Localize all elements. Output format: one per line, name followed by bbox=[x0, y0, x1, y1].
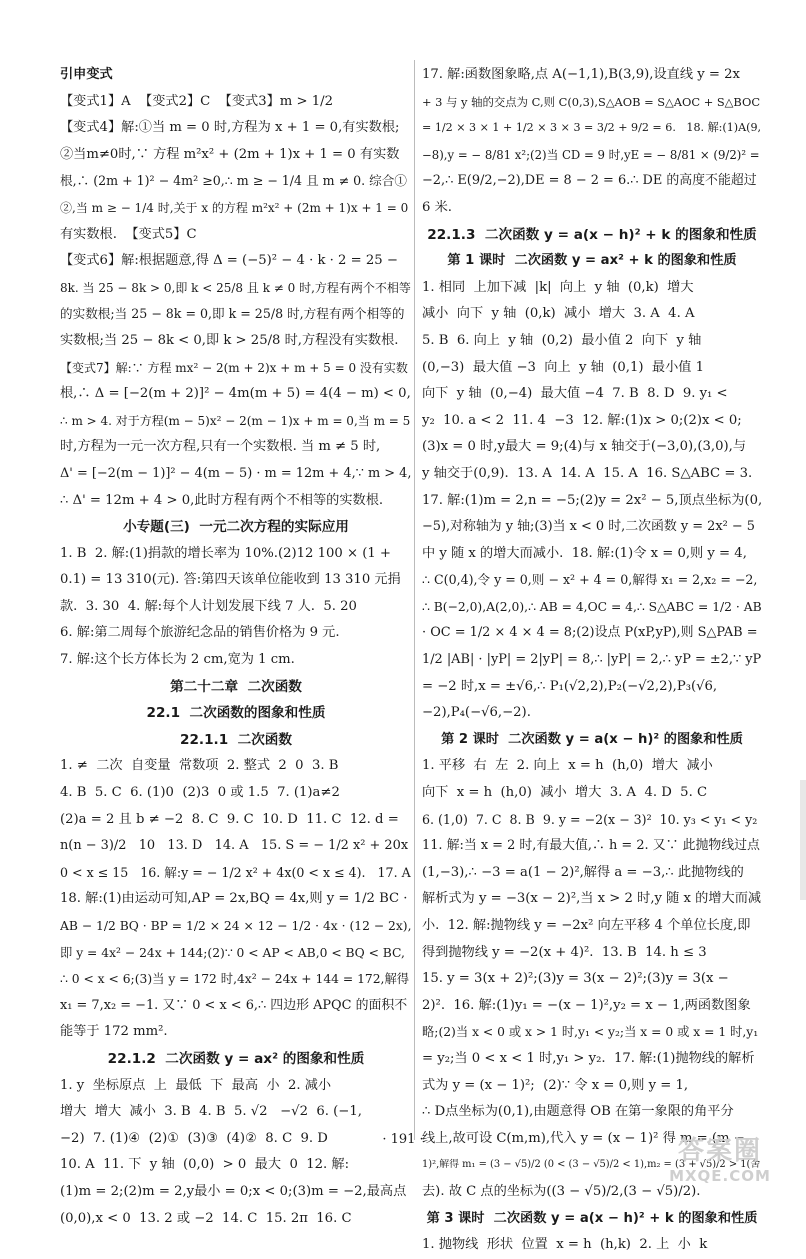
text-line: 7. 解:这个长方体长为 2 cm,宽为 1 cm. bbox=[60, 652, 295, 668]
text-line: 增大 增大 减小 3. B 4. B 5. √2 −√2 6. (−1, bbox=[60, 1104, 362, 1120]
text-line: (3)x = 0 时,y最大 = 9;(4)与 x 轴交于(−3,0),(3,0),与 bbox=[422, 439, 747, 455]
text-line: 根,∴ (2m + 1)² − 4m² ≥0,∴ m ≥ − 1/4 且 m ≠ 0. 综合① bbox=[60, 173, 407, 189]
text-line: 线上,故可设 C(m,m),代入 y = (x − 1)² 得 m = (m − bbox=[422, 1130, 745, 1146]
text-line: 10. A 11. 下 y 轴 (0,0) > 0 最大 0 12. 解: bbox=[60, 1157, 350, 1173]
text-line: Δ' = [−2(m − 1)]² − 4(m − 5) · m = 12m + 4,∵ m > 4, bbox=[60, 465, 412, 481]
text-line: = 1/2 × 3 × 1 + 1/2 × 3 × 3 = 3/2 + 9/2 = 6. 18. 解:(1)A(9, bbox=[422, 121, 762, 135]
text-line: ∴ D点坐标为(0,1),由题意得 OB 在第一象限的角平分 bbox=[422, 1104, 734, 1120]
text-line: AB − 1/2 BQ · BP = 1/2 × 24 × 12 − 1/2 · 4x · (12 − 2x), bbox=[60, 919, 412, 933]
text-line: (0,−3) 最大值 −3 向上 y 轴 (0,1) 最小值 1 bbox=[422, 359, 705, 375]
text-line: n(n − 3)/2 10 13. D 14. A 15. S = − 1/2 x² + 20x bbox=[60, 838, 409, 854]
text-line: ∴ Δ' = 12m + 4 > 0,此时方程有两个不相等的实数根. bbox=[60, 492, 384, 508]
text-line: ②当m≠0时,∵ 方程 m²x² + (2m + 1)x + 1 = 0 有实数 bbox=[60, 146, 400, 162]
text-line: 小. 12. 解:抛物线 y = −2x² 向左平移 4 个单位长度,即 bbox=[422, 918, 751, 933]
text-line: 即 y = 4x² − 24x + 144;(2)∵ 0 < AP < AB,0 < BQ < BC, bbox=[60, 945, 405, 960]
text-line: y₂ 10. a < 2 11. 4 −3 12. 解:(1)x > 0;(2)x < 0; bbox=[422, 412, 742, 428]
text-line: (2)a = 2 且 b ≠ −2 8. C 9. C 10. D 11. C 12. d = bbox=[60, 811, 399, 827]
text-line: 【变式1】A 【变式2】C 【变式3】m > 1/2 bbox=[60, 93, 333, 109]
section-heading: 小专题(三) 一元二次方程的实际应用 bbox=[123, 519, 349, 536]
text-line: 向下 x = h (h,0) 减小 增大 3. A 4. D 5. C bbox=[422, 785, 708, 801]
text-line: ∴ C(0,4),令 y = 0,则 − x² + 4 = 0,解得 x₁ = 2,x₂ = −2, bbox=[422, 572, 758, 588]
text-line: −8),y = − 8/81 x²;(2)当 CD = 9 时,yE = − 8/81 × (9/2)² = bbox=[422, 147, 760, 162]
text-line: ∴ B(−2,0),A(2,0),∴ AB = 4,OC = 4,∴ S△ABC = 1/2 · AB bbox=[422, 599, 762, 614]
text-line: 4. B 5. C 6. (1)0 (2)3 0 或 1.5 7. (1)a≠2 bbox=[60, 785, 340, 801]
text-line: 时,方程为一元一次方程,只有一个实数根. 当 m ≠ 5 时, bbox=[60, 439, 381, 455]
text-line: −2,∴ E(9/2,−2),DE = 8 − 2 = 6.∴ DE 的高度不能超过 bbox=[422, 173, 757, 189]
right-column bbox=[422, 62, 762, 1259]
text-line: 8k. 当 25 − 8k > 0,即 k < 25/8 且 k ≠ 0 时,方程有两个不相等 bbox=[60, 280, 411, 295]
text-line: 17. 解:函数图象略,点 A(−1,1),B(3,9),设直线 y = 2x bbox=[422, 67, 740, 82]
text-line: 0 < x ≤ 15 16. 解:y = − 1/2 x² + 4x(0 < x ≤ 4). 17. A bbox=[60, 864, 411, 880]
watermark-bottom-text: MXQE.COM bbox=[669, 1167, 771, 1185]
text-line: 得到抛物线 y = −2(x + 4)². 13. B 14. h ≤ 3 bbox=[422, 944, 707, 960]
text-line: 去). 故 C 点的坐标为((3 − √5)/2,(3 − √5)/2). bbox=[422, 1183, 701, 1199]
text-line: 15. y = 3(x + 2)²;(3)y = 3(x − 2)²;(3)y = 3(x − bbox=[422, 971, 729, 987]
text-line: 1. ≠ 二次 自变量 常数项 2. 整式 2 0 3. B bbox=[60, 758, 339, 774]
text-line: 1. 抛物线 形状 位置 x = h (h,k) 2. 上 小 k bbox=[422, 1237, 708, 1253]
subsection-heading: 第 3 课时 二次函数 y = a(x − h)² + k 的图象和性质 bbox=[426, 1210, 758, 1226]
text-line: 1. 平移 右 左 2. 向上 x = h (h,0) 增大 减小 bbox=[422, 758, 713, 774]
text-line: = −2 时,x = ±√6,∴ P₁(√2,2),P₂(−√2,2),P₃(√6, bbox=[422, 678, 718, 694]
text-line: 6. 解:第二周每个旅游纪念品的销售价格为 9 元. bbox=[60, 625, 340, 641]
text-line: 的实数根;当 25 − 8k = 0,即 k = 25/8 时,方程有两个相等的 bbox=[60, 306, 405, 322]
text-line: · OC = 1/2 × 4 × 4 = 8;(2)设点 P(xP,yP),则 S△PAB = bbox=[422, 625, 758, 641]
text-line: ②,当 m ≥ − 1/4 时,关于 x 的方程 m²x² + (2m + 1)x + 1 = 0 bbox=[60, 200, 409, 215]
text-line: 解析式为 y = −3(x − 2)²,当 x > 2 时,y 随 x 的增大而减 bbox=[422, 891, 762, 907]
text-line: 【变式6】解:根据题意,得 Δ = (−5)² − 4 · k · 2 = 25 − bbox=[60, 253, 398, 269]
text-line: 6 米. bbox=[422, 199, 452, 215]
block-heading: 引申变式 bbox=[60, 67, 113, 82]
section-heading: 22.1.3 二次函数 y = a(x − h)² + k 的图象和性质 bbox=[427, 226, 757, 243]
text-line: 1. B 2. 解:(1)捐款的增长率为 10%.(2)12 100 × (1 + bbox=[60, 545, 391, 561]
text-line: y 轴交于(0,9). 13. A 14. A 15. A 16. S△ABC = 3. bbox=[422, 465, 753, 481]
text-line: 向下 y 轴 (0,−4) 最大值 −4 7. B 8. D 9. y₁ < bbox=[422, 386, 728, 402]
watermark-logo bbox=[652, 1136, 788, 1194]
text-line: −2) 7. (1)④ (2)① (3)③ (4)② 8. C 9. D bbox=[60, 1130, 328, 1146]
subsection-heading: 第 1 课时 二次函数 y = ax² + k 的图象和性质 bbox=[447, 253, 737, 269]
text-line: 【变式7】解:∵ 方程 mx² − 2(m + 2)x + m + 5 = 0 没有实数 bbox=[60, 360, 408, 375]
text-line: 17. 解:(1)m = 2,n = −5;(2)y = 2x² − 5,顶点坐标为(0, bbox=[422, 492, 762, 508]
left-column bbox=[60, 62, 412, 1232]
column-divider bbox=[414, 60, 415, 1140]
text-line: 有实数根. 【变式5】C bbox=[60, 226, 197, 242]
text-line: 2)². 16. 解:(1)y₁ = −(x − 1)²,y₂ = x − 1,两函数图象 bbox=[422, 997, 751, 1013]
text-line: 减小 向下 y 轴 (0,k) 减小 增大 3. A 4. A bbox=[422, 306, 695, 322]
text-line: (1)m = 2;(2)m = 2,y最小 = 0;x < 0;(3)m = −2,最高点 bbox=[60, 1183, 407, 1199]
page-number: · 191 · bbox=[382, 1132, 424, 1147]
text-line: = y₂;当 0 < x < 1 时,y₁ > y₂. 17. 解:(1)抛物线的解析 bbox=[422, 1050, 755, 1066]
section-heading: 22.1.1 二次函数 bbox=[179, 731, 292, 748]
text-line: (1,−3),∴ −3 = a(1 − 2)²,解得 a = −3,∴ 此抛物线的 bbox=[422, 864, 744, 880]
text-line: 中 y 随 x 的增大而减小. 18. 解:(1)令 x = 0,则 y = 4, bbox=[422, 545, 747, 561]
section-heading: 22.1 二次函数的图象和性质 bbox=[146, 705, 326, 722]
text-line: 能等于 172 mm². bbox=[60, 1024, 168, 1040]
section-heading: 第二十二章 二次函数 bbox=[170, 678, 302, 695]
text-line: + 3 与 y 轴的交点为 C,则 C(0,3),S△AOB = S△AOC + S△BOC bbox=[422, 94, 761, 109]
text-line: 略;(2)当 x < 0 或 x > 1 时,y₁ < y₂;当 x = 0 或 x = 1 时,y₁ bbox=[422, 1025, 759, 1040]
text-line: 1. y 坐标原点 上 最低 下 最高 小 2. 减小 bbox=[60, 1077, 332, 1093]
text-line: −2),P₄(−√6,−2). bbox=[422, 705, 531, 721]
text-line: 实数根;当 25 − 8k < 0,即 k > 25/8 时,方程没有实数根. bbox=[60, 332, 399, 348]
text-line: 式为 y = (x − 1)²; (2)∵ 令 x = 0,则 y = 1, bbox=[422, 1077, 689, 1093]
text-line: 1)²,解得 m₁ = (3 − √5)/2 (0 < (3 − √5)/2 < 1),m₂ = (3 + √5)/2 > 1(舍 bbox=[422, 1159, 761, 1171]
text-line: 款. 3. 30 4. 解:每个人计划发展下线 7 人. 5. 20 bbox=[60, 598, 357, 614]
text-line: ∴ m > 4. 对于方程(m − 5)x² − 2(m − 1)x + m = 0,当 m = 5 bbox=[60, 413, 411, 428]
text-line: 5. B 6. 向上 y 轴 (0,2) 最小值 2 向下 y 轴 bbox=[422, 332, 702, 348]
text-line: −5),对称轴为 y 轴;(3)当 x < 0 时,二次函数 y = 2x² − 5 bbox=[422, 519, 755, 535]
text-line: 6. (1,0) 7. C 8. B 9. y = −2(x − 3)² 10. y₃ < y₁ < y₂ bbox=[422, 811, 758, 827]
text-line: 【变式4】解:①当 m = 0 时,方程为 x + 1 = 0,有实数根; bbox=[60, 120, 400, 136]
text-line: 11. 解:当 x = 2 时,有最大值,∴ h = 2. 又∵ 此抛物线过点 bbox=[422, 838, 760, 854]
section-heading: 22.1.2 二次函数 y = ax² 的图象和性质 bbox=[107, 1050, 365, 1067]
text-line: x₁ = 7,x₂ = −1. 又∵ 0 < x < 6,∴ 四边形 APQC 的面积不 bbox=[60, 997, 408, 1013]
text-line: 1. 相同 上加下减 |k| 向上 y 轴 (0,k) 增大 bbox=[422, 279, 694, 295]
text-line: 18. 解:(1)由运动可知,AP = 2x,BQ = 4x,则 y = 1/2 BC · bbox=[60, 891, 408, 907]
text-line: 1/2 |AB| · |yP| = 2|yP| = 8,∴ |yP| = 2,∴ yP = ±2,∵ yP bbox=[422, 652, 762, 668]
text-line: 0.1) = 13 310(元). 答:第四天该单位能收到 13 310 元捐 bbox=[60, 572, 401, 588]
text-line: 根,∴ Δ = [−2(m + 2)]² − 4m(m + 5) = 4(4 − m) < 0, bbox=[60, 386, 411, 402]
page-edge-shadow bbox=[800, 780, 806, 900]
text-line: (0,0),x < 0 13. 2 或 −2 14. C 15. 2π 16. C bbox=[60, 1210, 352, 1226]
subsection-heading: 第 2 课时 二次函数 y = a(x − h)² 的图象和性质 bbox=[441, 731, 743, 747]
watermark-top-text: 答案圈 bbox=[677, 1136, 762, 1166]
text-line: ∴ 0 < x < 6;(3)当 y = 172 时,4x² − 24x + 144 = 172,解得 bbox=[60, 972, 410, 987]
